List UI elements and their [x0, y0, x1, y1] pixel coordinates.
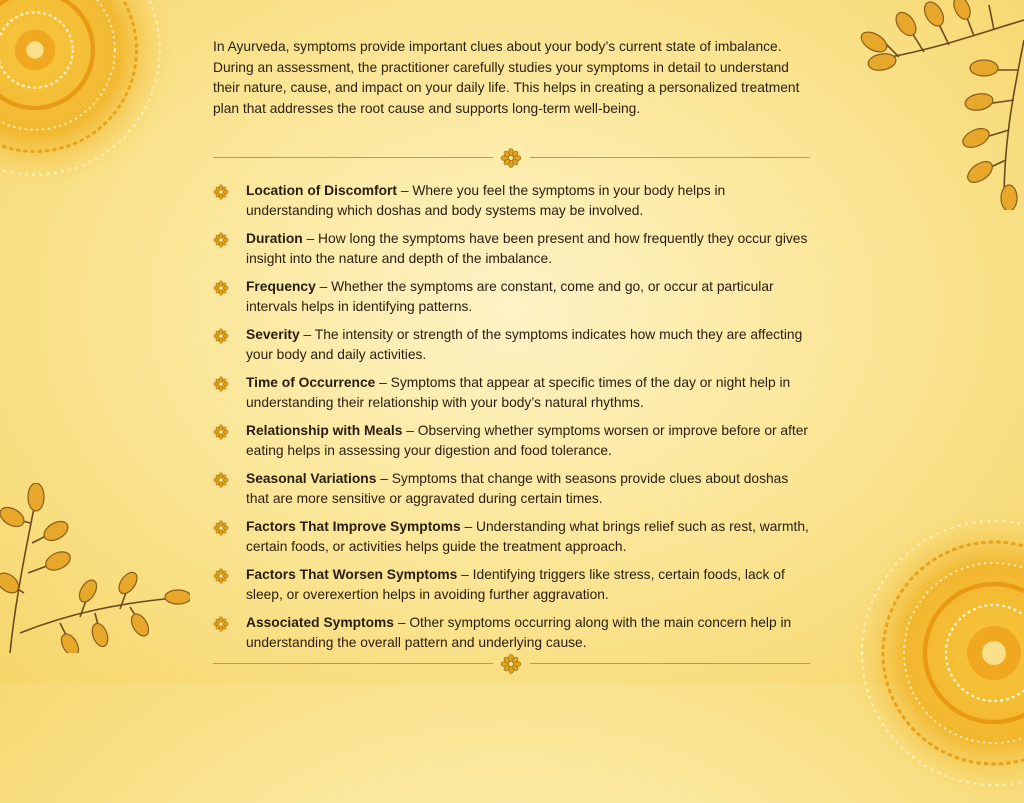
mandala-ornament-top-left	[0, 0, 180, 195]
intro-paragraph: In Ayurveda, symptoms provide important clues about your body’s current state of imbalance. During an assessment, the practitioner carefully studies your symptoms in detail to understand their nature, cause, and impact on your daily life. This helps in creating a personalized treatment plan that addresses the root cause and supports long-term well-being.	[213, 39, 800, 116]
divider-line-right	[530, 157, 810, 158]
flower-bullet-icon	[213, 520, 229, 536]
divider-line-left	[213, 663, 493, 664]
flower-bullet-icon	[213, 280, 229, 296]
item-term: Relationship with Meals	[246, 423, 403, 438]
list-item	[213, 373, 813, 421]
item-term: Location of Discomfort	[246, 183, 397, 198]
list-item	[213, 517, 813, 565]
item-description: – Identifying triggers like stress, certain foods, lack of sleep, or overexertion helps in avoiding further aggravation.	[246, 567, 785, 602]
leaf-branch-ornament-top-right	[854, 0, 1024, 210]
item-description: – Symptoms that appear at specific times of the day or night help in understanding their relationship with your body’s natural rhythms.	[246, 375, 791, 410]
item-description: – Where you feel the symptoms in your body helps in understanding which doshas and body systems may be involved.	[246, 183, 726, 218]
list-item	[213, 325, 813, 373]
item-description: – Observing whether symptoms worsen or improve before or after eating helps in assessing your digestion and food tolerance.	[246, 423, 809, 458]
mandala-ornament-bottom-right	[844, 503, 1024, 803]
item-term: Factors That Improve Symptoms	[246, 519, 461, 534]
flower-divider-icon	[500, 654, 522, 674]
divider-line-right	[530, 663, 810, 664]
flower-bullet-icon	[213, 472, 229, 488]
item-term: Factors That Worsen Symptoms	[246, 567, 458, 582]
list-item	[213, 421, 813, 469]
symptom-factors-list	[213, 181, 813, 661]
flower-bullet-icon	[213, 328, 229, 344]
list-item	[213, 469, 813, 517]
flower-divider-icon	[500, 148, 522, 168]
list-item	[213, 229, 813, 277]
flower-bullet-icon	[213, 424, 229, 440]
flower-bullet-icon	[213, 376, 229, 392]
list-item	[213, 565, 813, 613]
item-term: Associated Symptoms	[246, 615, 394, 630]
flower-bullet-icon	[213, 568, 229, 584]
flower-bullet-icon	[213, 616, 229, 632]
item-term: Seasonal Variations	[246, 471, 377, 486]
flower-bullet-icon	[213, 232, 229, 248]
item-description: – Understanding what brings relief such as rest, warmth, certain foods, or activities helps guide the treatment approach.	[246, 519, 809, 554]
list-item	[213, 181, 813, 229]
flower-bullet-icon	[213, 184, 229, 200]
divider-top	[213, 148, 810, 168]
leaf-branch-ornament-bottom-left	[0, 483, 190, 653]
item-term: Time of Occurrence	[246, 375, 376, 390]
item-description: – Symptoms that change with seasons provide clues about doshas that are more sensitive or aggravated during certain times.	[246, 471, 789, 506]
divider-bottom	[213, 654, 810, 674]
list-item	[213, 277, 813, 325]
intro-section	[213, 37, 811, 119]
item-term: Severity	[246, 327, 300, 342]
item-description: – Whether the symptoms are constant, come and go, or occur at particular intervals helps in identifying patterns.	[246, 279, 774, 314]
item-term: Frequency	[246, 279, 316, 294]
item-description: – The intensity or strength of the symptoms indicates how much they are affecting your body and daily activities.	[246, 327, 803, 362]
item-description: – Other symptoms occurring along with the main concern help in understanding the overall pattern and underlying cause.	[246, 615, 792, 650]
divider-line-left	[213, 157, 493, 158]
item-term: Duration	[246, 231, 303, 246]
item-description: – How long the symptoms have been present and how frequently they occur gives insight into the nature and depth of the imbalance.	[246, 231, 808, 266]
